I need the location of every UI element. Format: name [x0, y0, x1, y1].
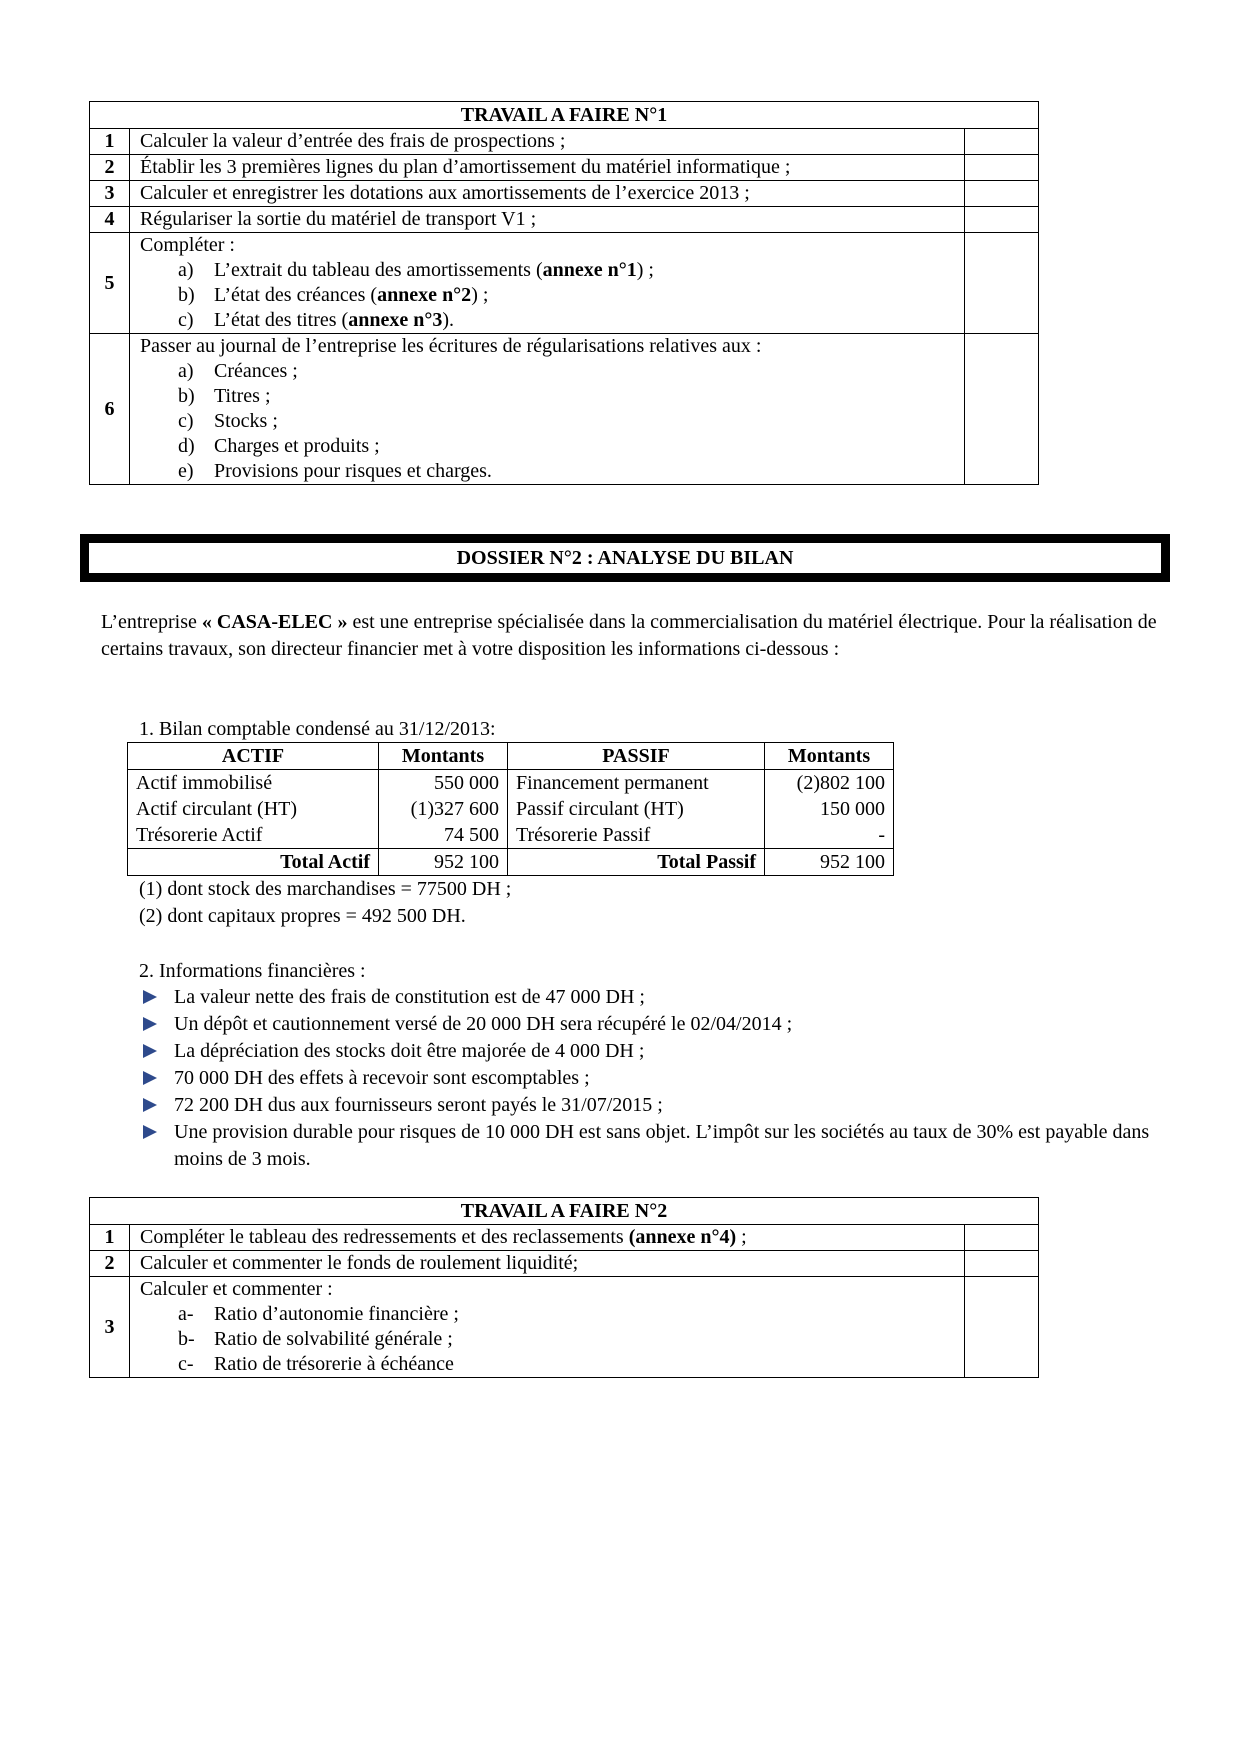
row-intro: Passer au journal de l’entreprise les écritures de régularisations relatives aux : — [140, 335, 762, 357]
score-cell — [965, 1251, 1039, 1277]
table-row — [90, 181, 1039, 207]
list-item: 70 000 DH des effets à recevoir sont escomptables ; — [143, 1065, 1163, 1092]
list-item: 72 200 DH dus aux fournisseurs seront payés le 31/07/2015 ; — [143, 1092, 1163, 1119]
infos-heading: 2. Informations financières : — [139, 960, 366, 982]
score-cell — [965, 155, 1039, 181]
row-number: 3 — [90, 181, 130, 207]
list-item: e) Provisions pour risques et charges. — [178, 460, 492, 482]
company-name: « CASA-ELEC » — [201, 611, 348, 633]
row-intro: Compléter : — [140, 234, 235, 256]
list-item: c) L’état des titres (annexe n°3). — [178, 309, 455, 331]
table-row — [90, 233, 1039, 334]
arrow-bullet-icon — [143, 1125, 157, 1139]
table-row: Actif circulant (HT) (1)327 600 Passif circulant (HT) 150 000 — [128, 796, 894, 822]
row-text: Régulariser la sortie du matériel de transport V1 ; — [130, 207, 965, 233]
dossier-banner — [80, 534, 1170, 582]
list-item: d) Charges et produits ; — [178, 435, 380, 457]
bilan-heading: 1. Bilan comptable condensé au 31/12/2013: — [139, 718, 496, 740]
taf2-table — [89, 1197, 1039, 1378]
table-row — [90, 207, 1039, 233]
row-text: Établir les 3 premières lignes du plan d’amortissement du matériel informatique ; — [130, 155, 965, 181]
taf1-table — [89, 101, 1039, 485]
row-number: 6 — [90, 334, 130, 485]
score-cell — [965, 129, 1039, 155]
score-cell — [965, 1225, 1039, 1251]
list-item: c- Ratio de trésorerie à échéance — [178, 1353, 454, 1375]
row-intro: Calculer et commenter : — [140, 1278, 333, 1300]
arrow-bullet-icon — [143, 1017, 157, 1031]
row-number: 4 — [90, 207, 130, 233]
table-row — [90, 334, 1039, 485]
col-header: ACTIF — [128, 743, 379, 770]
table-row: Trésorerie Actif 74 500 Trésorerie Passif - — [128, 822, 894, 849]
list-item: b- Ratio de solvabilité générale ; — [178, 1328, 453, 1350]
taf2-title: TRAVAIL A FAIRE N°2 — [90, 1198, 1039, 1225]
bilan-note: (1) dont stock des marchandises = 77500 DH ; — [139, 878, 512, 900]
list-item: Une provision durable pour risques de 10 000 DH est sans objet. L’impôt sur les sociétés au taux de 30% est payable dans moins de 3 mois. — [143, 1119, 1163, 1173]
intro-paragraph: L’entreprise « CASA-ELEC » est une entreprise spécialisée dans la commercialisation du matériel électrique. Pour la réalisation de certains travaux, son directeur financier met à votre disposition les informations ci-dessous : — [101, 611, 1157, 660]
list-item: a) Créances ; — [178, 360, 298, 382]
list-item: La valeur nette des frais de constitution est de 47 000 DH ; — [143, 984, 1163, 1011]
table-row — [90, 1251, 1039, 1277]
row-number: 1 — [90, 129, 130, 155]
row-number: 5 — [90, 233, 130, 334]
row-text: Compléter le tableau des redressements et des reclassements (annexe n°4) ; — [130, 1225, 965, 1251]
score-cell — [965, 207, 1039, 233]
dossier-title: DOSSIER N°2 : ANALYSE DU BILAN — [87, 541, 1163, 575]
arrow-bullet-icon — [143, 1071, 157, 1085]
score-cell — [965, 233, 1039, 334]
infos-list — [143, 984, 1163, 1173]
list-item: b) L’état des créances (annexe n°2) ; — [178, 284, 489, 306]
list-item: c) Stocks ; — [178, 410, 278, 432]
list-item: La dépréciation des stocks doit être majorée de 4 000 DH ; — [143, 1038, 1163, 1065]
col-header: Montants — [765, 743, 894, 770]
bilan-table — [127, 742, 894, 876]
arrow-bullet-icon — [143, 1098, 157, 1112]
row-number: 3 — [90, 1277, 130, 1378]
row-number: 2 — [90, 155, 130, 181]
arrow-bullet-icon — [143, 1044, 157, 1058]
table-row: Actif immobilisé 550 000 Financement permanent (2)802 100 — [128, 770, 894, 797]
list-item: b) Titres ; — [178, 385, 271, 407]
row-text: Calculer et enregistrer les dotations aux amortissements de l’exercice 2013 ; — [130, 181, 965, 207]
col-header: PASSIF — [508, 743, 765, 770]
list-item: Un dépôt et cautionnement versé de 20 000 DH sera récupéré le 02/04/2014 ; — [143, 1011, 1163, 1038]
total-row: Total Actif 952 100 Total Passif 952 100 — [128, 849, 894, 876]
score-cell — [965, 181, 1039, 207]
table-row — [90, 1277, 1039, 1378]
table-row — [90, 155, 1039, 181]
row-text: Calculer et commenter le fonds de roulement liquidité; — [130, 1251, 965, 1277]
col-header: Montants — [379, 743, 508, 770]
row-text: Calculer la valeur d’entrée des frais de prospections ; — [130, 129, 965, 155]
table-row — [90, 1225, 1039, 1251]
arrow-bullet-icon — [143, 990, 157, 1004]
score-cell — [965, 334, 1039, 485]
bilan-note: (2) dont capitaux propres = 492 500 DH. — [139, 905, 466, 927]
taf1-title: TRAVAIL A FAIRE N°1 — [90, 102, 1039, 129]
list-item: a- Ratio d’autonomie financière ; — [178, 1303, 459, 1325]
table-row — [90, 129, 1039, 155]
row-number: 1 — [90, 1225, 130, 1251]
score-cell — [965, 1277, 1039, 1378]
list-item: a) L’extrait du tableau des amortissements (annexe n°1) ; — [178, 259, 654, 281]
row-number: 2 — [90, 1251, 130, 1277]
